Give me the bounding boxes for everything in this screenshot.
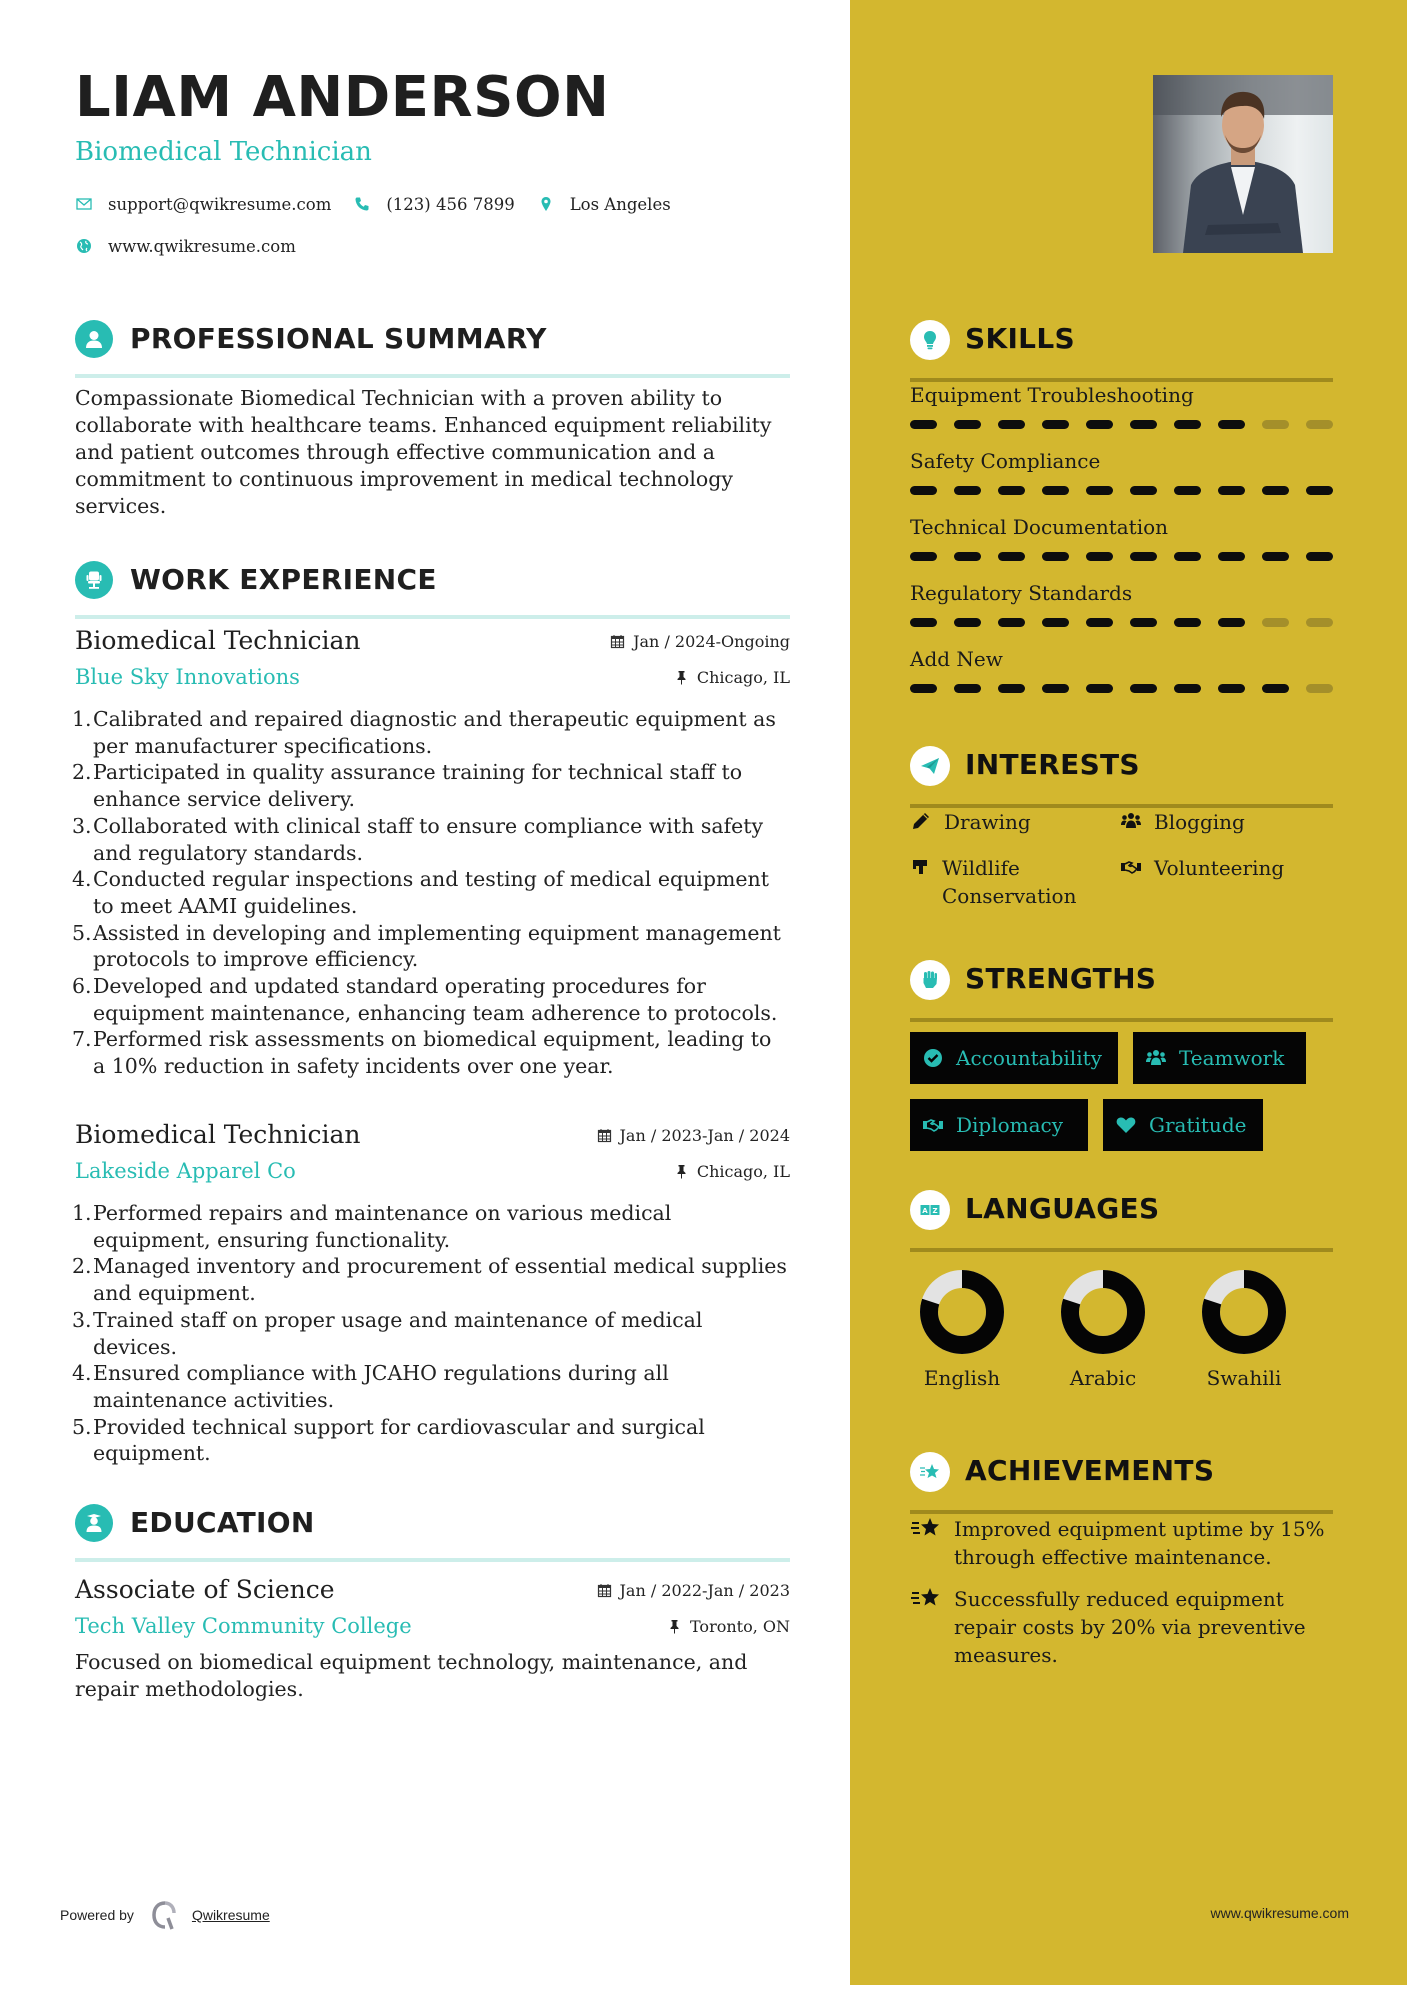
envelope-icon	[75, 195, 93, 213]
section-divider	[75, 615, 790, 619]
interest-label: Volunteering	[1154, 856, 1285, 880]
job-bullet: 4. Ensured compliance with JCAHO regulations during all maintenance activities.	[72, 1361, 669, 1412]
phone-text: (123) 456 7899	[386, 194, 515, 214]
pushpin-icon	[674, 670, 689, 685]
handshake-icon	[922, 1114, 944, 1136]
candidate-title: Biomedical Technician	[75, 137, 372, 167]
strength-label: Accountability	[956, 1046, 1102, 1070]
skill-name: Technical Documentation	[910, 515, 1169, 539]
job-bullet: 7. Performed risk assessments on biomedical equipment, leading to a 10% reduction in safety incidents over one year.	[72, 1027, 772, 1079]
skill-level-bar	[910, 486, 1333, 495]
shooting-star-icon	[910, 1452, 950, 1492]
location-text: Los Angeles	[569, 194, 671, 214]
job-bullet: 2. Participated in quality assurance training for technical staff to enhance service delivery.	[72, 760, 743, 812]
fist-icon	[910, 960, 950, 1000]
contact-row-2	[75, 234, 795, 258]
education-date	[597, 1581, 790, 1600]
contact-website[interactable]	[75, 237, 296, 256]
education-date-text: Jan / 2022-Jan / 2023	[619, 1581, 790, 1600]
job-bullet: 5. Provided technical support for cardiovascular and surgical equipment.	[72, 1414, 705, 1466]
language-name: English	[923, 1366, 1001, 1390]
skill-item	[910, 512, 1333, 578]
education-location	[667, 1617, 790, 1636]
powered-by	[60, 1900, 270, 1930]
job-bullet: 6. Developed and updated standard operating procedures for equipment maintenance, enhancing team adherence to protocols.	[72, 974, 778, 1025]
interest-item	[1120, 854, 1284, 882]
interests-heading: INTERESTS	[965, 748, 1140, 781]
achievement-item	[910, 1515, 1333, 1571]
job-location	[674, 668, 790, 687]
calendar-icon	[597, 1128, 612, 1143]
strength-label: Gratitude	[1149, 1113, 1247, 1137]
education-description: Focused on biomedical equipment technology, maintenance, and repair methodologies.	[75, 1650, 748, 1701]
job-location-text: Chicago, IL	[696, 668, 790, 687]
qwikresume-link[interactable]: Qwikresume	[191, 1907, 270, 1923]
job-location-text: Chicago, IL	[696, 1162, 790, 1181]
footer-website-link[interactable]: www.qwikresume.com	[1210, 1905, 1349, 1921]
users-icon	[1120, 810, 1144, 834]
skill-item	[910, 644, 1333, 710]
section-divider	[910, 1018, 1333, 1022]
summary-text: Compassionate Biomedical Technician with a proven ability to collaborate with healthcare teams. Enhanced equipment reliability and patient outcomes through effective communication and a commitment to continuous improvement in medical technology services.	[75, 386, 772, 518]
check-circle-icon	[922, 1047, 944, 1069]
heart-icon	[1115, 1114, 1137, 1136]
powered-by-label: Powered by	[60, 1907, 134, 1923]
svg-text:A: A	[922, 1207, 928, 1215]
job-role: Biomedical Technician	[75, 1120, 361, 1149]
language-donut	[1202, 1270, 1286, 1354]
interest-item	[910, 808, 1031, 836]
strength-badge	[1133, 1032, 1306, 1084]
translate-icon	[910, 1190, 950, 1230]
contact-info	[75, 192, 795, 276]
achievement-item	[910, 1585, 1333, 1669]
job-company: Lakeside Apparel Co	[75, 1159, 296, 1183]
lightbulb-icon	[910, 320, 950, 360]
job-bullet: 1. Performed repairs and maintenance on various medical equipment, ensuring functionality.	[72, 1201, 672, 1252]
language-item	[1043, 1270, 1163, 1390]
achievements-heading: ACHIEVEMENTS	[965, 1454, 1215, 1487]
experience-section-header	[75, 557, 790, 607]
website-text: www.qwikresume.com	[108, 236, 296, 256]
skills-heading: SKILLS	[965, 322, 1075, 355]
language-name: Arabic	[1069, 1366, 1137, 1390]
job-bullets	[72, 1200, 790, 1467]
skill-item	[910, 578, 1333, 644]
language-item	[902, 1270, 1022, 1390]
interest-label: Wildlife Conservation	[942, 856, 1077, 908]
office-chair-icon	[75, 561, 113, 599]
language-donut	[920, 1270, 1004, 1354]
map-pin-icon	[537, 195, 555, 213]
section-divider	[75, 374, 790, 378]
pushpin-icon	[674, 1164, 689, 1179]
calendar-icon	[610, 634, 625, 649]
job-bullet: 4. Conducted regular inspections and testing of medical equipment to meet AAMI guidelines.	[72, 867, 769, 918]
job-bullet: 2. Managed inventory and procurement of essential medical supplies and equipment.	[72, 1254, 787, 1306]
skills-list	[910, 380, 1333, 710]
skill-item	[910, 380, 1333, 446]
education-heading: EDUCATION	[130, 1506, 315, 1539]
job-entry	[72, 1120, 790, 1467]
section-divider	[75, 1558, 790, 1562]
skill-level-bar	[910, 420, 1333, 429]
skill-level-bar	[910, 618, 1333, 627]
interest-item	[910, 854, 1110, 910]
job-bullet: 3. Trained staff on proper usage and maintenance of medical devices.	[72, 1307, 703, 1359]
achievement-text: Successfully reduced equipment repair costs by 20% via preventive measures.	[954, 1587, 1306, 1667]
degree: Associate of Science	[75, 1575, 335, 1604]
job-bullet: 3. Collaborated with clinical staff to ensure compliance with safety and regulatory standards.	[72, 813, 764, 865]
email-text: support@qwikresume.com	[108, 194, 332, 214]
section-divider	[910, 1510, 1333, 1514]
job-role: Biomedical Technician	[75, 626, 361, 655]
summary-heading: PROFESSIONAL SUMMARY	[130, 322, 547, 355]
job-date	[597, 1126, 790, 1145]
shooting-star-icon	[910, 1515, 944, 1543]
achievements-section-header	[910, 1448, 1333, 1498]
candidate-name: LIAM ANDERSON	[75, 65, 610, 130]
language-name: Swahili	[1206, 1366, 1282, 1390]
languages-heading: LANGUAGES	[965, 1192, 1160, 1225]
graduate-icon	[75, 1504, 113, 1542]
skill-level-bar	[910, 552, 1333, 561]
job-bullets	[72, 706, 790, 1080]
globe-icon	[75, 237, 93, 255]
pencil-icon	[910, 810, 934, 834]
contact-row-1	[75, 192, 795, 216]
pushpin-icon	[667, 1619, 682, 1634]
summary-section-header	[75, 316, 790, 366]
users-icon	[1145, 1047, 1167, 1069]
education-location-text: Toronto, ON	[690, 1617, 790, 1636]
job-company: Blue Sky Innovations	[75, 665, 300, 689]
job-bullet: 5. Assisted in developing and implementing equipment management protocols to improve efficiency.	[72, 920, 781, 972]
shooting-star-icon	[910, 1585, 944, 1613]
strength-badge	[910, 1099, 1088, 1151]
skills-section-header	[910, 316, 1333, 366]
education-section-header	[75, 1500, 790, 1550]
school: Tech Valley Community College	[75, 1614, 412, 1638]
skill-name: Add New	[910, 647, 1003, 671]
interests-section-header	[910, 742, 1333, 792]
paper-plane-icon	[910, 746, 950, 786]
skill-name: Equipment Troubleshooting	[910, 383, 1194, 407]
job-bullet: 1. Calibrated and repaired diagnostic and therapeutic equipment as per manufacturer specifications.	[72, 707, 776, 758]
strength-label: Teamwork	[1179, 1046, 1285, 1070]
strengths-heading: STRENGTHS	[965, 962, 1157, 995]
qwikresume-logo-icon	[150, 1900, 180, 1930]
job-entry	[72, 626, 790, 1080]
job-location	[674, 1162, 790, 1181]
strengths-section-header	[910, 956, 1333, 1006]
skill-level-bar	[910, 684, 1333, 693]
svg-text:Z: Z	[932, 1207, 938, 1215]
language-item	[1184, 1270, 1304, 1390]
strength-label: Diplomacy	[956, 1113, 1064, 1137]
language-donut	[1061, 1270, 1145, 1354]
contact-location	[537, 195, 671, 214]
contact-phone[interactable]	[353, 195, 514, 214]
interest-item	[1120, 808, 1245, 836]
interest-label: Blogging	[1154, 810, 1245, 834]
contact-email[interactable]	[75, 195, 331, 214]
strength-badge	[910, 1032, 1118, 1084]
flag-icon	[910, 856, 932, 880]
section-divider	[910, 1248, 1333, 1252]
experience-heading: WORK EXPERIENCE	[130, 563, 437, 596]
job-date-text: Jan / 2023-Jan / 2024	[619, 1126, 790, 1145]
skill-name: Safety Compliance	[910, 449, 1101, 473]
skill-item	[910, 446, 1333, 512]
skill-name: Regulatory Standards	[910, 581, 1133, 605]
languages-section-header	[910, 1186, 1333, 1236]
calendar-icon	[597, 1583, 612, 1598]
education-entry	[75, 1575, 790, 1703]
job-date	[610, 632, 790, 651]
strength-badge	[1103, 1099, 1263, 1151]
profile-photo	[1153, 75, 1333, 253]
user-icon	[75, 320, 113, 358]
interest-label: Drawing	[944, 810, 1031, 834]
phone-icon	[353, 195, 371, 213]
achievement-text: Improved equipment uptime by 15% through effective maintenance.	[954, 1517, 1325, 1569]
handshake-icon	[1120, 856, 1144, 880]
job-date-text: Jan / 2024-Ongoing	[633, 632, 790, 651]
